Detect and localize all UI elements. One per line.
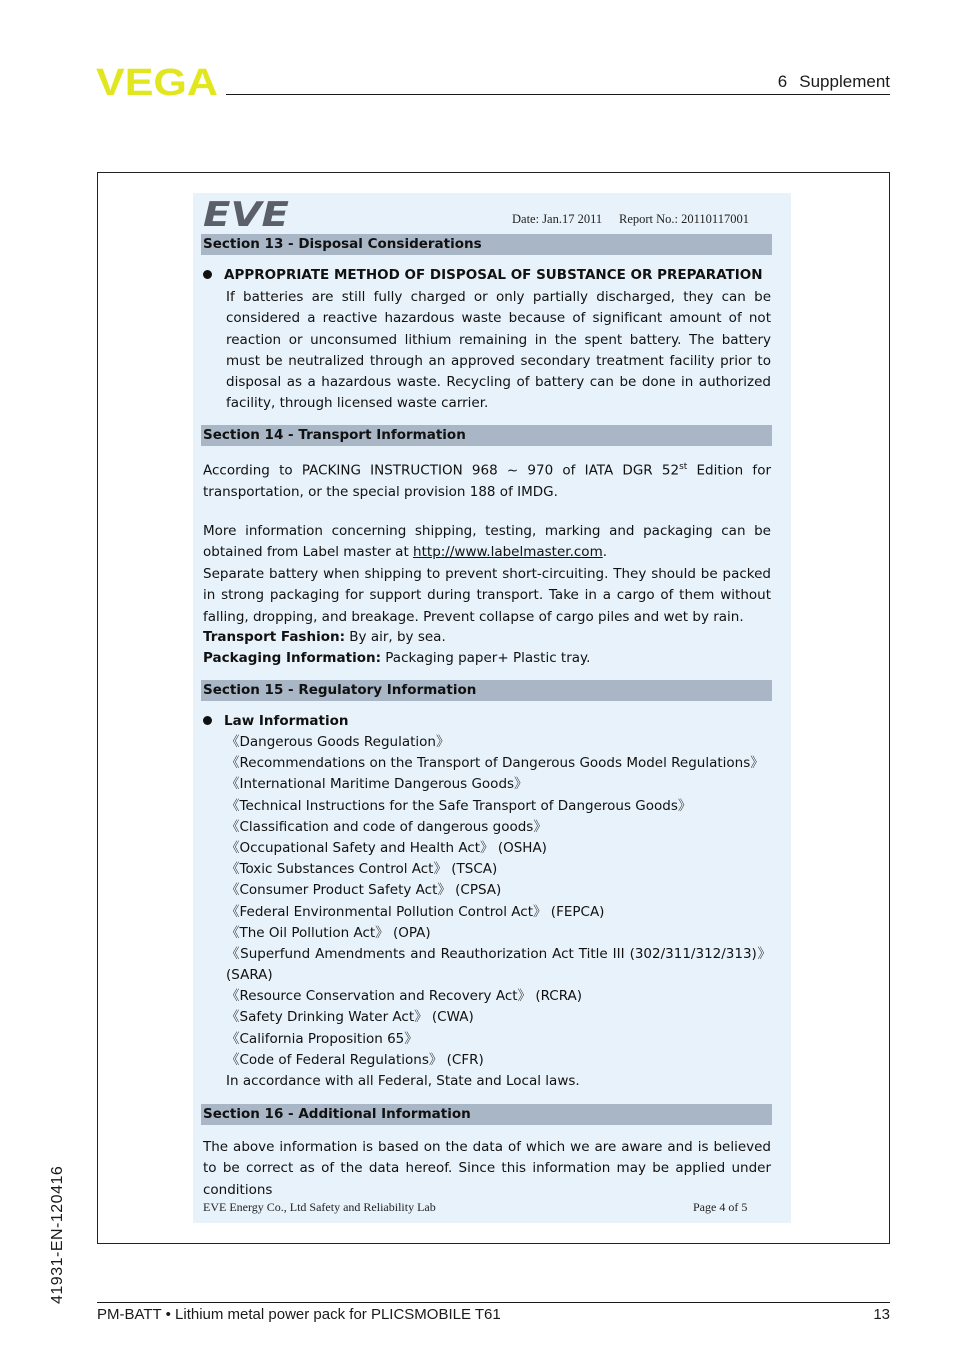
section-14-header: Section 14 - Transport Information bbox=[201, 425, 772, 446]
footer-product: PM-BATT • Lithium metal power pack for PLICSMOBILE T61 bbox=[97, 1306, 501, 1323]
list-item: 《The Oil Pollution Act》 (OPA) bbox=[226, 924, 431, 941]
list-item: 《California Proposition 65》 bbox=[226, 1030, 418, 1047]
page-number: 13 bbox=[873, 1306, 890, 1323]
section-number: 6 bbox=[777, 72, 788, 91]
report-date: Date: Jan.17 2011 bbox=[512, 212, 603, 226]
packing-instruction-paragraph: According to PACKING INSTRUCTION 968 ~ 970 of IATA DGR 52st Edition for transportation, or the special provision 188 of IMDG. bbox=[203, 462, 771, 500]
vega-logo bbox=[96, 64, 220, 98]
list-item: 《Consumer Product Safety Act》 (CPSA) bbox=[226, 882, 502, 899]
section-title: Supplement bbox=[799, 72, 890, 91]
footer-rule bbox=[97, 1302, 890, 1303]
report-number: Report No.: 20110117001 bbox=[619, 212, 749, 226]
transport-fashion: Transport Fashion: By air, by sea. bbox=[203, 629, 446, 645]
more-info-paragraph: More information concerning shipping, testing, marking and packaging can be obtained from Label master at http://www.labelmaster.com. bbox=[203, 523, 771, 561]
packaging-information: Packaging Information: Packaging paper+ Plastic tray. bbox=[203, 650, 591, 666]
page-section-title bbox=[778, 72, 890, 92]
list-item: In accordance with all Federal, State and Local laws. bbox=[226, 1073, 580, 1090]
additional-info-paragraph: The above information is based on the data of which we are aware and is believed to be correct as of the data hereof. Since this information may be applied under conditions bbox=[203, 1139, 771, 1198]
list-item: 《Technical Instructions for the Safe Transport of Dangerous Goods》 bbox=[226, 797, 692, 814]
bullet-icon bbox=[203, 270, 212, 279]
list-item: 《Federal Environmental Pollution Control Act》 (FEPCA) bbox=[226, 903, 605, 920]
list-item: 《Classification and code of dangerous goods》 bbox=[226, 818, 547, 835]
law-heading-text: Law Information bbox=[224, 713, 349, 729]
law-bullet-heading bbox=[203, 713, 348, 729]
list-item: 《Code of Federal Regulations》 (CFR) bbox=[226, 1051, 484, 1068]
list-item: 《Dangerous Goods Regulation》 bbox=[226, 734, 450, 750]
svg-text:VEGA: VEGA bbox=[96, 64, 218, 98]
law-list bbox=[226, 732, 771, 1092]
disposal-paragraph: If batteries are still fully charged or only partially discharged, they can be considered a reactive hazardous waste because of significant amount of not reaction or unconsumed lithium remaining in the spent battery. The battery must be neutralized through an approved secondary treatment facility prior to disposal as a hazardous waste. Recycling of battery can be done in authorized facility, through licensed waste carrier. bbox=[226, 289, 771, 412]
sheet-footer-page: Page 4 of 5 bbox=[693, 1200, 748, 1214]
section-13-header: Section 13 - Disposal Considerations bbox=[201, 234, 772, 255]
section-15-header: Section 15 - Regulatory Information bbox=[201, 680, 772, 701]
list-item: 《Safety Drinking Water Act》 (CWA) bbox=[226, 1009, 474, 1026]
disposal-heading-text: APPROPRIATE METHOD OF DISPOSAL OF SUBSTANCE OR PREPARATION bbox=[224, 267, 763, 283]
list-item: 《International Maritime Dangerous Goods》 bbox=[226, 776, 528, 793]
svg-text:EVE: EVE bbox=[203, 197, 289, 229]
document-code: 41931-EN-120416 bbox=[49, 1165, 66, 1304]
list-item: 《Resource Conservation and Recovery Act》 (RCRA) bbox=[226, 988, 583, 1005]
sheet-footer-lab: EVE Energy Co., Ltd Safety and Reliability Lab bbox=[203, 1200, 436, 1214]
bullet-icon bbox=[203, 716, 212, 725]
list-item: 《Recommendations on the Transport of Dangerous Goods Model Regulations》 bbox=[226, 755, 764, 772]
eve-logo bbox=[203, 197, 293, 229]
shipping-paragraph: Separate battery when shipping to prevent short-circuiting. They should be packed in strong packaging for support during transport. Take in a cargo of them without falling, dropping, and breakage. Prevent collapse of cargo piles and wet by rain. bbox=[203, 566, 771, 625]
labelmaster-link[interactable]: http://www.labelmaster.com bbox=[413, 544, 603, 561]
list-item: 《Toxic Substances Control Act》 (TSCA) bbox=[226, 861, 498, 878]
header-rule bbox=[226, 94, 890, 95]
disposal-bullet-heading bbox=[203, 267, 763, 283]
list-item: 《Occupational Safety and Health Act》 (OSHA) bbox=[226, 839, 547, 856]
section-16-header: Section 16 - Additional Information bbox=[201, 1104, 772, 1125]
msds-sheet bbox=[193, 193, 791, 1223]
list-item: 《Superfund Amendments and Reauthorization Act Title III (302/311/312/313)》 (SARA) bbox=[226, 945, 771, 984]
